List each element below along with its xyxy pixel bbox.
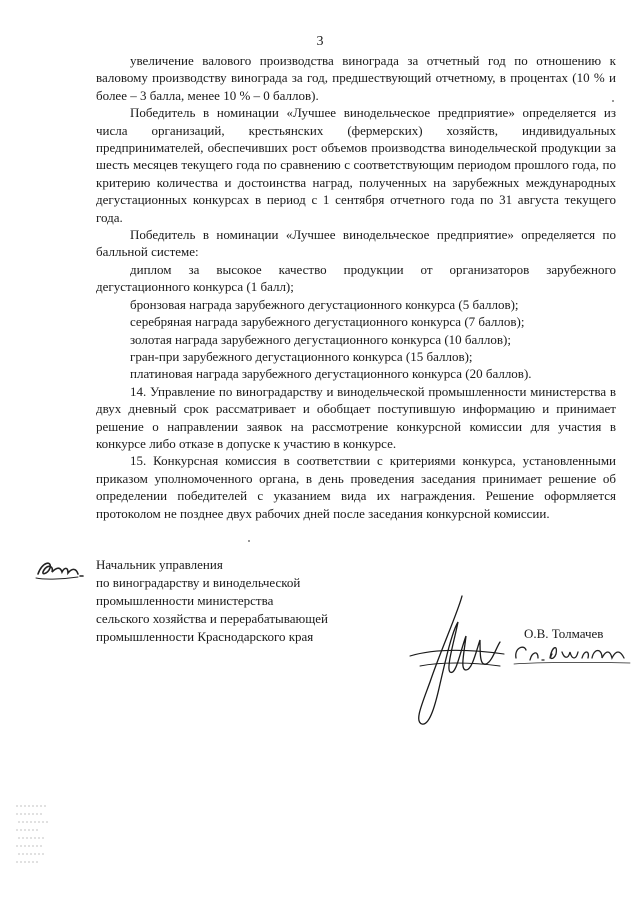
scan-speck [248,540,250,542]
clause-15: 15. Конкурсная комиссия в соответствии с критериями конкурса, установленными приказом уполномоченного органа, в день проведения заседания принимает решение об определении победителей с указанием вида их награждения. Решение оформляется протоколом не позднее двух рабочих дней после заседания конкурсной комиссии. [96,453,616,521]
signatory-title-line: по виноградарству и винодельческой [96,575,301,590]
paragraph-scoring-system: Победитель в номинации «Лучшее винодельческое предприятие» определяется по балльной системе: [96,227,616,260]
signatory-title-line: промышленности министерства [96,593,274,608]
paragraph-growth-criterion: увеличение валового производства винограда за отчетный год по отношению к валовому производству винограда за год, предшествующий отчетному, в процентах (10 % и более – 3 балла, менее 10 % – 0 баллов). [96,53,616,103]
award-list-item: серебряная награда зарубежного дегустационного конкурса (7 баллов); [130,314,525,330]
signatory-title-line: промышленности Краснодарского края [96,629,314,644]
award-list-item: платиновая награда зарубежного дегустационного конкурса (20 баллов). [130,366,532,382]
signer-name: О.В. Толмачев [524,626,604,641]
signatory-block [96,556,426,646]
award-list-item: бронзовая награда зарубежного дегустационного конкурса (5 баллов); [130,296,519,312]
handwritten-signature [400,592,510,732]
signatory-title-line: сельского хозяйства и перерабатывающей [96,611,328,626]
award-list-item: диплом за высокое качество продукции от организаторов зарубежного дегустационного конкурса (1 балл); [96,261,616,295]
paragraph-winery-nomination: Победитель в номинации «Лучшее винодельческое предприятие» определяется из числа организаций, крестьянских (фермерских) хозяйств, индивидуальных предпринимателей, обеспечивших рост объемов производства винодельческой продукции за шесть месяцев текущего года по сравнению с соответствующим периодом прошлого года, по критерию количества и достоинства наград, полученных на зарубежных международных дегустационных конкурсах в период с 1 сентября отчетного года по 31 августа текущего года. [96,105,616,225]
document-body [96,52,616,522]
signatory-title-line: Начальник управления [96,557,223,572]
faint-stamp-mark [12,800,52,870]
page-number: 3 [316,34,324,49]
handwritten-initials-mark [34,556,92,584]
clause-14: 14. Управление по виноградарству и винодельческой промышленности министерства в двух дневный срок рассматривает и обобщает поступившую информацию и принимает решение о направлении заявок на рассмотрение конкурсной комиссии для участия в конкурсе либо отказе в допуске к участию в конкурсе. [96,383,616,451]
award-list-item: золотая награда зарубежного дегустационного конкурса (10 баллов); [130,331,511,347]
award-list-item: гран-при зарубежного дегустационного конкурса (15 баллов); [130,348,473,364]
scan-speck [612,100,614,102]
handwritten-name-mark [512,638,632,668]
